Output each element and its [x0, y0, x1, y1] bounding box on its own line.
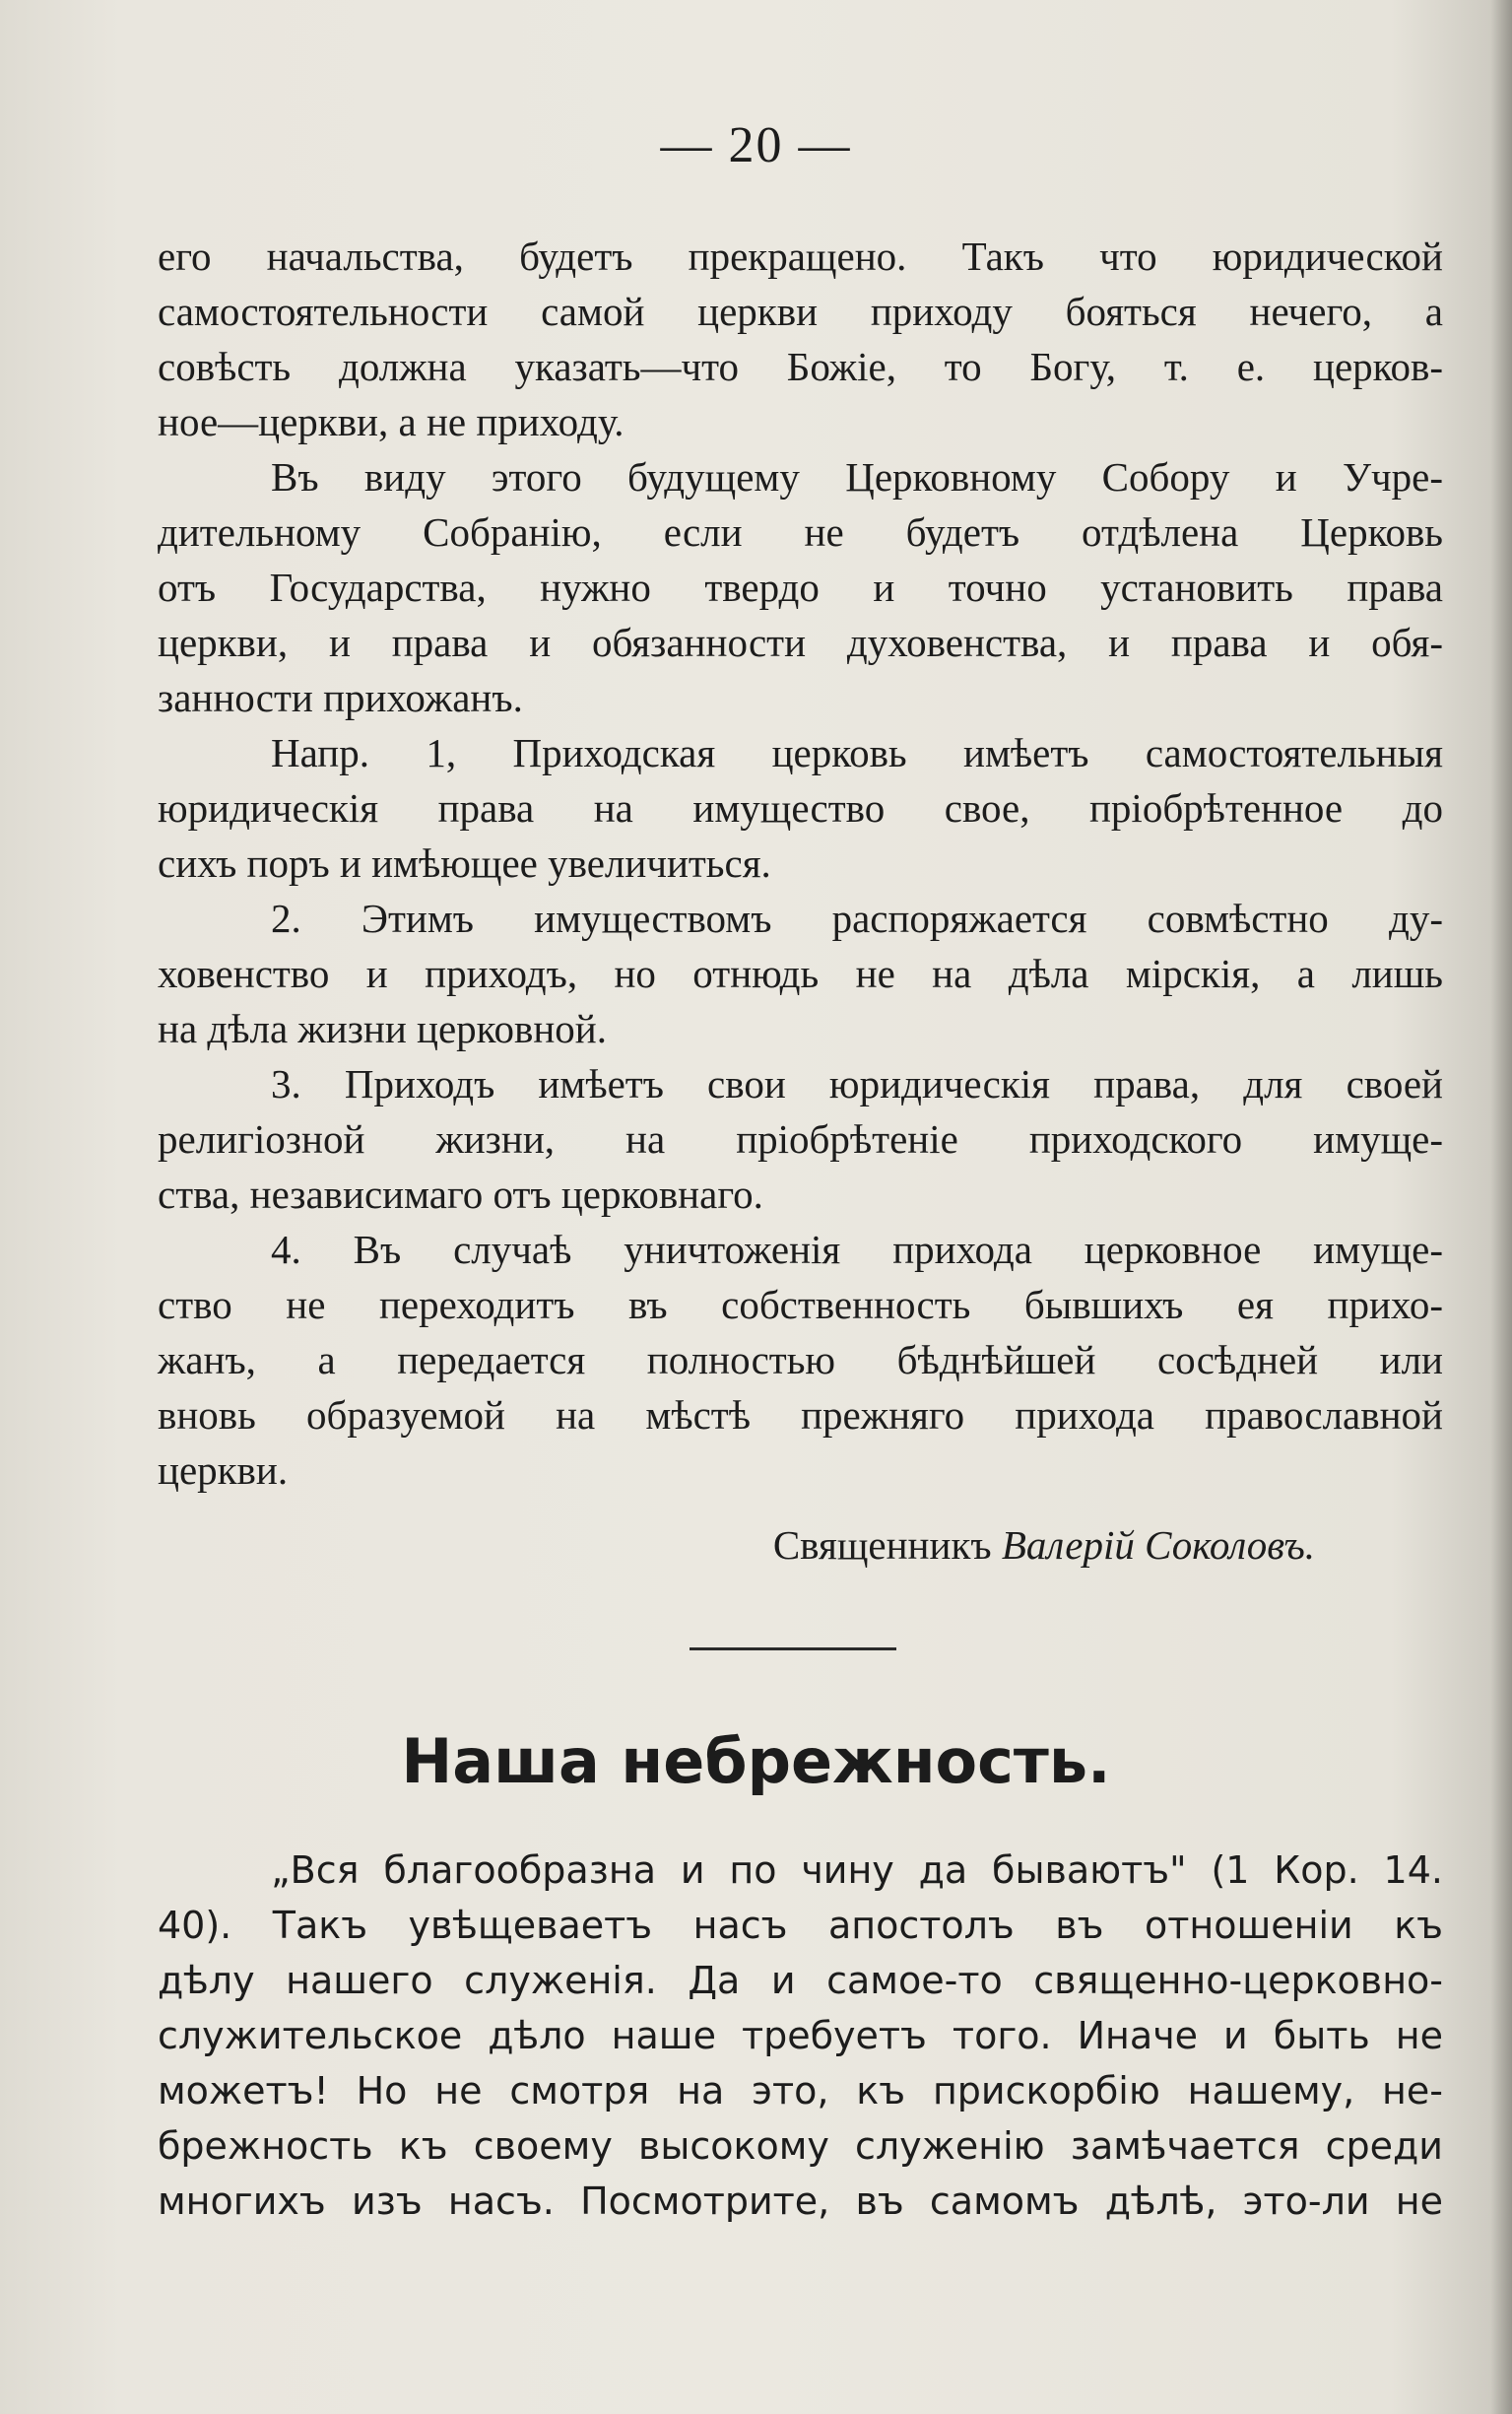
text-line: дительному Собранію, если не будетъ отдѣлена Церковь: [158, 509, 1443, 555]
text-line: „Вся благообразна и по чину да бываютъ" (1 Кор. 14.: [271, 1848, 1443, 1892]
text-line: дѣлу нашего служенія. Да и самое-то священно-церковно-: [158, 1959, 1443, 2002]
text-line: занности прихожанъ.: [158, 675, 523, 720]
signature-name: Валерій Соколовъ.: [1001, 1522, 1315, 1568]
article-heading: Наша небрежность.: [401, 1725, 1111, 1797]
text-line: самостоятельности самой церкви приходу бояться нечего, а: [158, 289, 1443, 334]
text-line: ховенство и приходъ, но отнюдь не на дѣла мірскія, а лишь: [158, 951, 1443, 996]
text-line: 40). Такъ увѣщеваетъ насъ апостолъ въ отношеніи къ: [158, 1904, 1443, 1947]
text-line: Въ виду этого будущему Церковному Собору и Учре-: [271, 454, 1443, 500]
text-line: отъ Государства, нужно твердо и точно установить права: [158, 565, 1443, 610]
text-line: можетъ! Но не смотря на это, къ прискорбію нашему, не-: [158, 2069, 1443, 2112]
signature-title: Священникъ: [772, 1522, 992, 1568]
text-line: служительское дѣло наше требуетъ того. Иначе и быть не: [158, 2014, 1443, 2057]
text-line: ства, независимаго отъ церковнаго.: [158, 1172, 763, 1217]
text-line: вновь образуемой на мѣстѣ прежняго прихода православной: [158, 1392, 1443, 1438]
page-edge-shadow: [1490, 0, 1512, 2414]
text-line: церкви, и права и обязанности духовенства, и права и обя-: [158, 620, 1443, 665]
text-line: ство не переходитъ въ собственность бывшихъ ея прихо-: [158, 1282, 1443, 1327]
text-line: его начальства, будетъ прекращено. Такъ что юридической: [158, 234, 1443, 279]
text-line: на дѣла жизни церковной.: [158, 1006, 607, 1051]
text-line: ное—церкви, а не приходу.: [158, 399, 625, 444]
article2-body: [158, 1843, 1443, 2229]
text-line: Напр. 1, Приходская церковь имѣетъ самостоятельныя: [271, 730, 1443, 775]
signature: [773, 1517, 1315, 1573]
text-line: жанъ, а передается полностью бѣднѣйшей сосѣдней или: [158, 1337, 1443, 1382]
section-divider: [690, 1647, 896, 1650]
page-number: — 20 —: [660, 117, 852, 173]
text-line: церкви.: [158, 1447, 289, 1493]
article-body: [158, 229, 1443, 1498]
text-line: сихъ поръ и имѣющее увеличиться.: [158, 840, 771, 886]
text-line: совѣсть должна указать—что Божіе, то Богу, т. е. церков-: [158, 344, 1443, 389]
text-line: брежность къ своему высокому служенію замѣчается среди: [158, 2124, 1443, 2168]
text-line: 2. Этимъ имуществомъ распоряжается совмѣстно ду-: [271, 896, 1443, 941]
text-line: религіозной жизни, на пріобрѣтеніе приходского имуще-: [158, 1116, 1443, 1162]
text-line: 3. Приходъ имѣетъ свои юридическія права, для своей: [271, 1061, 1443, 1106]
text-line: 4. Въ случаѣ уничтоженія прихода церковное имуще-: [271, 1227, 1443, 1272]
text-line: юридическія права на имущество свое, пріобрѣтенное до: [158, 785, 1443, 831]
text-line: многихъ изъ насъ. Посмотрите, въ самомъ дѣлѣ, это-ли не: [158, 2179, 1443, 2223]
